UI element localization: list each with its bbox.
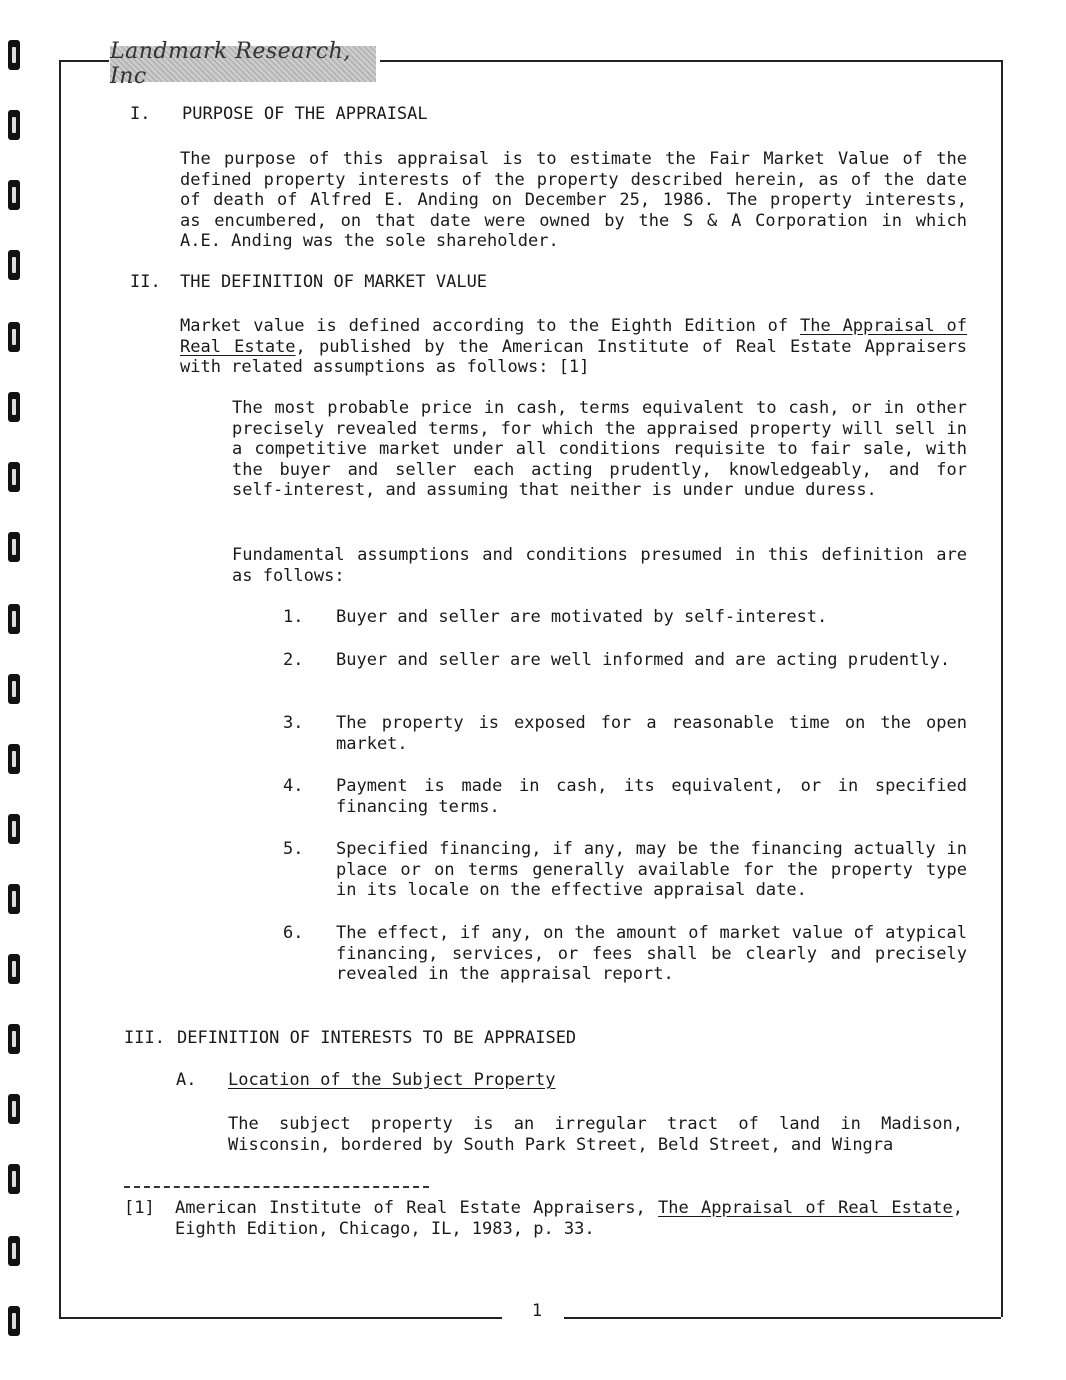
punch-hole	[8, 40, 20, 70]
footnote-marker: [1]	[124, 1198, 155, 1218]
punch-hole	[8, 1306, 20, 1336]
punch-hole	[8, 532, 20, 562]
footnote-text-pre: American Institute of Real Estate Appraisers,	[175, 1198, 659, 1218]
list-item-number: 3.	[283, 713, 304, 733]
punch-hole	[8, 250, 20, 280]
section-3-paragraph: The subject property is an irregular tract of land in Madison, Wisconsin, bordered by South Park Street, Beld Street, and Wingra	[228, 1114, 963, 1155]
assumptions-intro: Fundamental assumptions and conditions presumed in this definition are as follows:	[232, 545, 967, 586]
list-item-number: 1.	[283, 607, 304, 627]
list-item-text: Payment is made in cash, its equivalent, or in specified financing terms.	[336, 776, 967, 817]
punch-hole	[8, 1024, 20, 1054]
punch-hole	[8, 392, 20, 422]
intro-text-pre: Market value is defined according to the Eighth Edition of	[180, 316, 801, 336]
section-2-number: II.	[130, 272, 161, 292]
list-item-number: 4.	[283, 776, 304, 796]
punch-hole	[8, 1094, 20, 1124]
punch-hole	[8, 1164, 20, 1194]
punch-hole	[8, 462, 20, 492]
list-item-text: Buyer and seller are motivated by self-interest.	[336, 607, 828, 627]
punch-hole	[8, 110, 20, 140]
list-item-text: The effect, if any, on the amount of market value of atypical financing, services, or fees shall be clearly and precisely revealed in the appraisal report.	[336, 923, 967, 984]
book-title: The Appraisal of Real Estate	[180, 316, 968, 357]
frame-bottom-rule	[59, 1317, 502, 1319]
footnote-separator	[124, 1186, 429, 1188]
section-3-heading: DEFINITION OF INTERESTS TO BE APPRAISED	[177, 1028, 577, 1048]
punch-hole	[8, 180, 20, 210]
footnote-text-post: , Eighth Edition, Chicago, IL, 1983, p. 33.	[175, 1198, 964, 1239]
punch-hole	[8, 604, 20, 634]
punch-hole	[8, 954, 20, 984]
footnote-text	[175, 1198, 963, 1239]
punch-hole	[8, 744, 20, 774]
subsection-a-number: A.	[176, 1070, 197, 1090]
punch-hole	[8, 884, 20, 914]
list-item-number: 5.	[283, 839, 304, 859]
frame-top-rule	[59, 60, 109, 62]
list-item-text: The property is exposed for a reasonable time on the open market.	[336, 713, 967, 754]
footnote-book-title: The Appraisal of Real Estate	[658, 1198, 953, 1218]
page-number: 1	[531, 1301, 543, 1321]
section-2-heading: THE DEFINITION OF MARKET VALUE	[180, 272, 488, 292]
frame-bottom-rule	[564, 1317, 1001, 1319]
frame-top-rule	[380, 60, 1001, 62]
punch-hole	[8, 814, 20, 844]
punch-hole	[8, 322, 20, 352]
binder-punch-holes	[0, 0, 30, 1380]
punch-hole	[8, 674, 20, 704]
subsection-a-heading: Location of the Subject Property	[228, 1070, 556, 1090]
list-item-text: Buyer and seller are well informed and are acting prudently.	[336, 650, 951, 670]
section-1-paragraph: The purpose of this appraisal is to estimate the Fair Market Value of the defined property interests of the property described herein, as of the date of death of Alfred E. Anding on December 25, 1986. The property interests, as encumbered, on that date were owned by the S & A Corporation in which A.E. Anding was the sole shareholder.	[180, 149, 967, 251]
section-2-intro-paragraph	[180, 316, 967, 378]
market-value-definition-quote: The most probable price in cash, terms equivalent to cash, or in other precisely revealed terms, for which the appraised property will sell in a competitive market under all conditions requisite to fair sale, with the buyer and seller each acting prudently, knowledgeably, and for self-interest, and assuming that neither is under undue duress.	[232, 398, 967, 500]
list-item-text: Specified financing, if any, may be the financing actually in place or on terms generally available for the property type in its locale on the effective appraisal date.	[336, 839, 967, 900]
intro-text-post: , published by the American Institute of Real Estate Appraisers with related assumptions as follows: [1]	[180, 336, 967, 377]
punch-hole	[8, 1236, 20, 1266]
list-item-number: 2.	[283, 650, 304, 670]
section-1-number: I.	[130, 104, 151, 124]
section-3-number: III.	[124, 1028, 165, 1048]
company-logo: Landmark Research, Inc	[110, 46, 376, 82]
list-item-number: 6.	[283, 923, 304, 943]
section-1-heading: PURPOSE OF THE APPRAISAL	[182, 104, 428, 124]
